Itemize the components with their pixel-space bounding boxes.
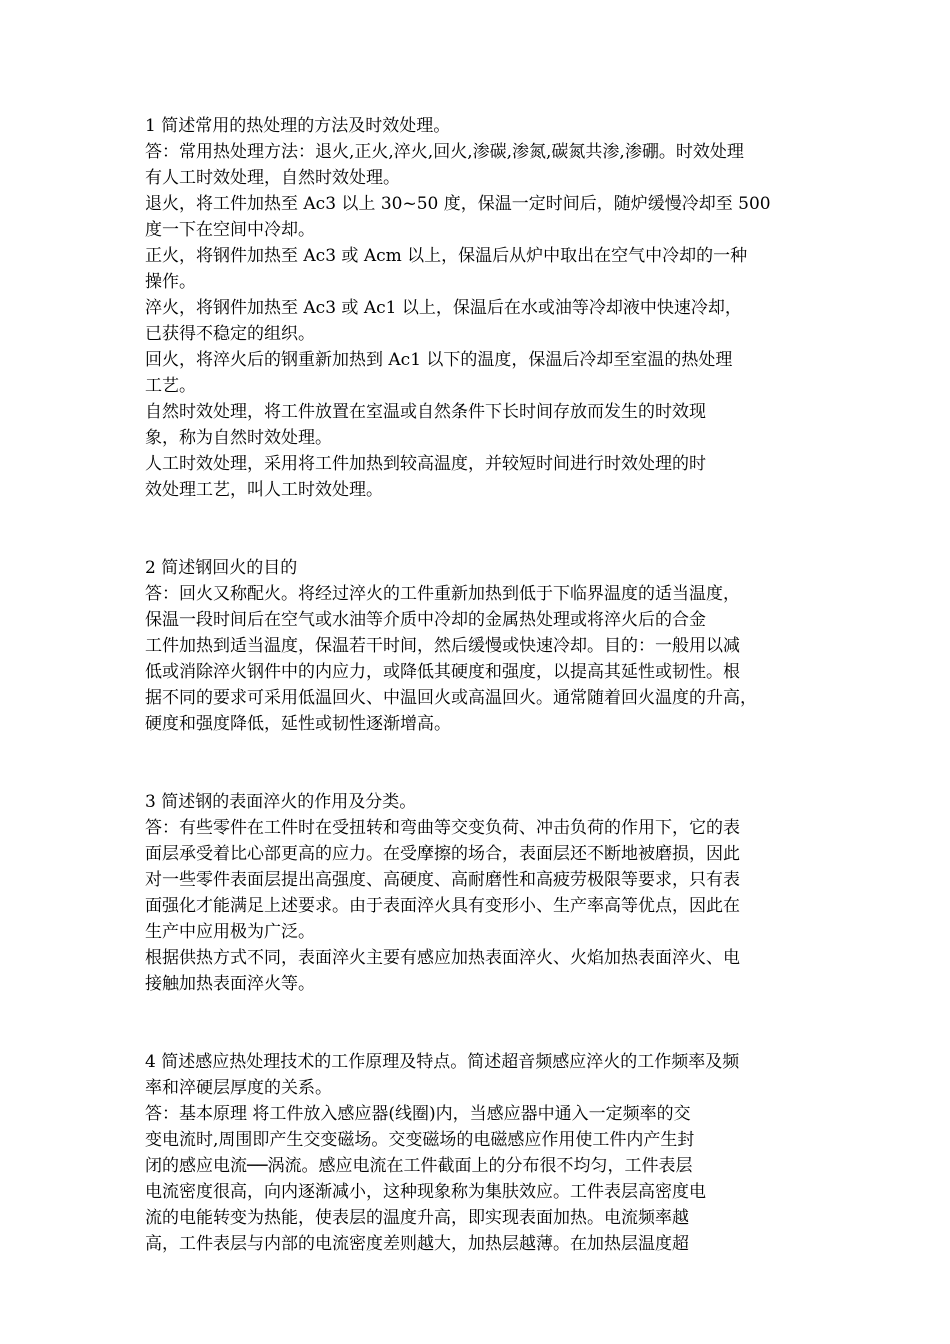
paragraph-line: 对一些零件表面层提出高强度、高硬度、高耐磨性和高疲劳极限等要求，只有表 — [145, 870, 740, 890]
paragraph-line: 根据供热方式不同，表面淬火主要有感应加热表面淬火、火焰加热表面淬火、电 — [145, 948, 740, 968]
paragraph-line: 保温一段时间后在空气或水油等介质中冷却的金属热处理或将淬火后的合金 — [145, 610, 706, 630]
paragraph-line: 硬度和强度降低，延性或韧性逐渐增高。 — [145, 714, 451, 734]
paragraph-line: 已获得不稳定的组织。 — [145, 324, 315, 344]
section-heading: 3 简述钢的表面淬火的作用及分类。 — [145, 792, 417, 812]
paragraph-line: 效处理工艺，叫人工时效处理。 — [145, 480, 383, 500]
document-body — [145, 113, 845, 1257]
section-spacer — [145, 997, 845, 1049]
section-heading: 2 简述钢回火的目的 — [145, 558, 298, 578]
paragraph-line: 面强化才能满足上述要求。由于表面淬火具有变形小、生产率高等优点，因此在 — [145, 896, 740, 916]
paragraph-line: 象，称为自然时效处理。 — [145, 428, 332, 448]
paragraph-line: 变电流时,周围即产生交变磁场。交变磁场的电磁感应作用使工件内产生封 — [145, 1130, 695, 1150]
paragraph-line: 率和淬硬层厚度的关系。 — [145, 1078, 332, 1098]
paragraph-line: 据不同的要求可采用低温回火、中温回火或高温回火。通常随着回火温度的升高， — [145, 688, 757, 708]
paragraph-line: 接触加热表面淬火等。 — [145, 974, 315, 994]
section-4 — [145, 1049, 845, 1257]
paragraph-line: 流的电能转变为热能，使表层的温度升高，即实现表面加热。电流频率越 — [145, 1208, 689, 1228]
paragraph-line: 答：基本原理 将工件放入感应器(线圈)内，当感应器中通入一定频率的交 — [145, 1104, 691, 1124]
paragraph-line: 电流密度很高，向内逐渐减小，这种现象称为集肤效应。工件表层高密度电 — [145, 1182, 706, 1202]
paragraph-line: 工艺。 — [145, 376, 196, 396]
paragraph-line: 自然时效处理，将工件放置在室温或自然条件下长时间存放而发生的时效现 — [145, 402, 706, 422]
paragraph-line: 高，工件表层与内部的电流密度差则越大，加热层越薄。在加热层温度超 — [145, 1234, 689, 1254]
paragraph-line: 人工时效处理，采用将工件加热到较高温度，并较短时间进行时效处理的时 — [145, 454, 706, 474]
paragraph-line: 答：常用热处理方法：退火,正火,淬火,回火,渗碳,渗氮,碳氮共渗,渗硼。时效处理 — [145, 142, 744, 162]
section-spacer — [145, 737, 845, 789]
paragraph-line: 答：回火又称配火。将经过淬火的工件重新加热到低于下临界温度的适当温度， — [145, 584, 740, 604]
section-2 — [145, 555, 845, 737]
section-1 — [145, 113, 845, 503]
paragraph-line: 退火，将工件加热至 Ac3 以上 30~50 度，保温一定时间后，随炉缓慢冷却至 500 — [145, 194, 771, 214]
paragraph-line: 有人工时效处理，自然时效处理。 — [145, 168, 400, 188]
section-heading: 4 简述感应热处理技术的工作原理及特点。简述超音频感应淬火的工作频率及频 — [145, 1052, 740, 1072]
paragraph-line: 淬火，将钢件加热至 Ac3 或 Ac1 以上，保温后在水或油等冷却液中快速冷却， — [145, 298, 742, 318]
section-spacer — [145, 503, 845, 555]
paragraph-line: 工件加热到适当温度，保温若干时间，然后缓慢或快速冷却。目的：一般用以减 — [145, 636, 740, 656]
paragraph-line: 度一下在空间中冷却。 — [145, 220, 315, 240]
paragraph-line: 操作。 — [145, 272, 196, 292]
paragraph-line: 闭的感应电流──涡流。感应电流在工件截面上的分布很不均匀，工件表层 — [145, 1156, 693, 1176]
paragraph-line: 答：有些零件在工件时在受扭转和弯曲等交变负荷、冲击负荷的作用下，它的表 — [145, 818, 740, 838]
section-heading: 1 简述常用的热处理的方法及时效处理。 — [145, 116, 451, 136]
paragraph-line: 低或消除淬火钢件中的内应力，或降低其硬度和强度，以提高其延性或韧性。根 — [145, 662, 740, 682]
paragraph-line: 回火，将淬火后的钢重新加热到 Ac1 以下的温度，保温后冷却至室温的热处理 — [145, 350, 733, 370]
paragraph-line: 正火，将钢件加热至 Ac3 或 Acm 以上，保温后从炉中取出在空气中冷却的一种 — [145, 246, 748, 266]
section-3 — [145, 789, 845, 997]
paragraph-line: 面层承受着比心部更高的应力。在受摩擦的场合，表面层还不断地被磨损，因此 — [145, 844, 740, 864]
paragraph-line: 生产中应用极为广泛。 — [145, 922, 315, 942]
